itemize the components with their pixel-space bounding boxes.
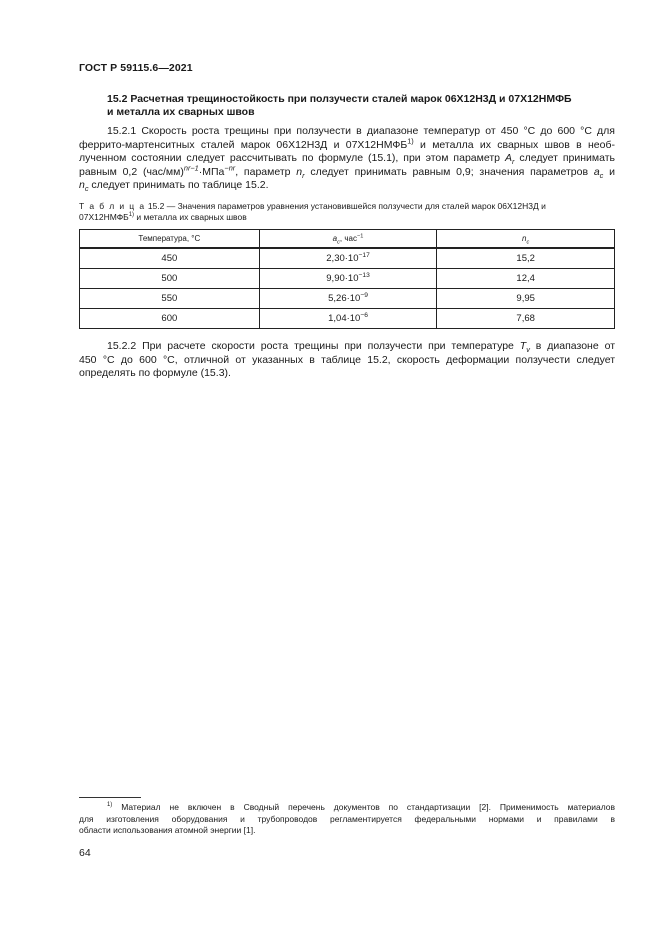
- column-header-nc: $n_c$: [437, 230, 615, 249]
- table-header-row: [80, 230, 615, 249]
- footnote: $^{1)}$ Материал не включен в Сводный перечень документов по стандартизации [2]. Применимость материалов для изготовления оборудования и трубопроводов регламентируется федеральными нормами и правилами в области использования атомной энергии [1].: [79, 802, 615, 835]
- paragraph-line: феррито-мартенситных сталей марок 06Х12Н3Д и 07Х12НМФБ$^{1)}$ и металла их сварных швов в необ-: [79, 136, 615, 151]
- paragraph-line: определять по формуле (15.3).: [79, 367, 231, 379]
- section-title-line-1: 15.2 Расчетная трещиностойкость при ползучести сталей марок 06Х12Н3Д и 07Х12НМФБ: [107, 93, 572, 105]
- section-title-line-2: и металла их сварных швов: [107, 106, 255, 118]
- document-header: ГОСТ Р 59115.6—2021: [79, 62, 193, 74]
- paragraph-15-2-2: [79, 340, 615, 381]
- footnote-divider: [79, 797, 141, 798]
- table-row: 550 $5,26\cdot 10^{-9}$ 9,95: [80, 289, 615, 309]
- paragraph-line: 450 °С до 600 °С, отличной от указанных в таблице 15.2, скорость деформации ползучести следует: [79, 353, 615, 366]
- paragraph-line: равным 0,2 $(час/мм)^{nr-1}\cdot МПа^{-nr}$, параметр $n_r$ следует принимать равным 0,9; значения параметров $a_c$ и: [79, 163, 615, 180]
- column-header-temperature: Температура, °С: [80, 230, 260, 249]
- table-caption: Т а б л и ц а 15.2 — Значения параметров уравнения установившейся ползучести для сталей марок 06Х12Н3Д и 07Х12НМФБ$^{1)}$ и металла их сварных швов: [79, 201, 546, 222]
- paragraph-line: 15.2.2 При расчете скорости роста трещины при ползучести при температуре $T_v$ в диапазоне от: [107, 340, 615, 355]
- table-row: 600 $1,04\cdot 10^{-6}$ 7,68: [80, 309, 615, 329]
- column-header-ac: $a_c$, час$^{-1}$: [259, 230, 437, 249]
- table-row: 500 $9,90\cdot 10^{-13}$ 12,4: [80, 269, 615, 289]
- paragraph-line: лученном состоянии следует рассчитывать по формуле (15.1), при этом параметр $A_r$ следует принимать: [79, 152, 615, 167]
- paragraph-line: $n_c$ следует принимать по таблице 15.2.: [79, 179, 269, 194]
- table-row: 450 $2,30\cdot 10^{-17}$ 15,2: [80, 248, 615, 269]
- parameters-table: [79, 229, 615, 329]
- paragraph-line: 15.2.1 Скорость роста трещины при ползучести в диапазоне температур от 450 °С до 600 °С для: [107, 125, 615, 137]
- page-number: 64: [79, 847, 91, 859]
- paragraph-15-2-1: [79, 125, 615, 193]
- section-title: [107, 93, 617, 119]
- footnote-ref: 1): [407, 136, 414, 145]
